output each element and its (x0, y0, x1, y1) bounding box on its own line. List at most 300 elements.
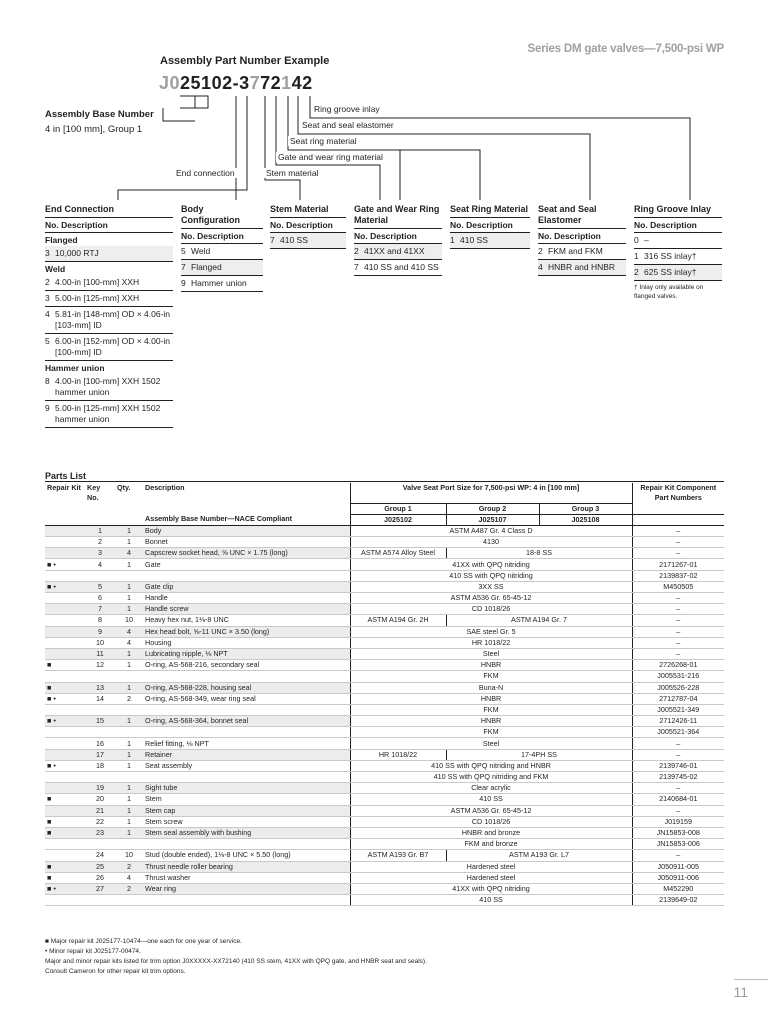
option-number: 4 (538, 262, 543, 272)
cell-qty: 2 (115, 861, 143, 872)
cell-g23: ASTM A193 Gr. L7 (446, 850, 632, 861)
option-row (181, 244, 263, 260)
cell-a: SAE steel Gr. 5 (350, 626, 632, 637)
parts-row (45, 682, 724, 693)
cell-key: 15 (85, 716, 115, 727)
cell-kit (45, 648, 85, 659)
col-group1: Group 1 (350, 503, 446, 514)
cell-qty: 1 (115, 783, 143, 794)
cell-pn: – (632, 604, 724, 615)
option-row (270, 233, 346, 249)
cell-kit: ■ (45, 682, 85, 693)
cell-a: 41XX with QPQ nitriding (350, 883, 632, 894)
parts-row (45, 760, 724, 771)
option-number: 1 (634, 251, 639, 261)
parts-row (45, 615, 724, 626)
cell-kit: ■ (45, 816, 85, 827)
option-description: Hammer union (191, 278, 247, 288)
table-subheader: No. Description (538, 229, 626, 244)
option-description: 5.00-in [125-mm] XXH (55, 293, 140, 303)
cell-pn: J050911-005 (632, 861, 724, 872)
cell-key: 27 (85, 883, 115, 894)
cell-kit (45, 783, 85, 794)
cell-a: HR 1018/22 (350, 637, 632, 648)
option-description: Weld (191, 246, 211, 256)
cell-key: 7 (85, 604, 115, 615)
cell-desc: Thrust washer (143, 872, 350, 883)
option-number: 2 (354, 246, 359, 256)
cell-pn: J005531-216 (632, 671, 724, 682)
cell-pn: – (632, 593, 724, 604)
option-number: 2 (634, 267, 639, 277)
part-number-segment: 4 (291, 73, 303, 93)
option-row (354, 244, 442, 260)
cell-a: HNBR (350, 660, 632, 671)
abn-group3: J025108 (539, 514, 632, 525)
option-row (181, 276, 263, 292)
cell-qty (115, 727, 143, 738)
cell-qty: 1 (115, 805, 143, 816)
abn-group2: J025107 (446, 514, 539, 525)
cell-desc: Sight tube (143, 783, 350, 794)
cell-key: 26 (85, 872, 115, 883)
cell-g1: ASTM A194 Gr. 2H (350, 615, 446, 626)
callout-gate-wear: Gate and wear ring material (278, 152, 383, 162)
cell-desc: O-ring, AS-568-349, wear ring seal (143, 693, 350, 704)
cell-qty: 1 (115, 738, 143, 749)
callout-seat-ring: Seat ring material (290, 136, 357, 146)
option-number: 1 (450, 235, 455, 245)
parts-row (45, 537, 724, 548)
cell-key: 1 (85, 525, 115, 536)
callout-end-connection: End connection (176, 168, 235, 178)
cell-pn: 2726268-01 (632, 660, 724, 671)
cell-a: HNBR (350, 716, 632, 727)
cell-qty: 4 (115, 872, 143, 883)
cell-desc: Stem cap (143, 805, 350, 816)
option-description: – (644, 235, 649, 245)
cell-qty: 4 (115, 637, 143, 648)
cell-desc: Retainer (143, 749, 350, 760)
part-number-segment: 25102-3 (180, 73, 250, 93)
callout-ring-groove: Ring groove inlay (314, 104, 380, 114)
parts-row (45, 850, 724, 861)
cell-key: 14 (85, 693, 115, 704)
cell-a: Hardened steel (350, 861, 632, 872)
cell-pn: – (632, 749, 724, 760)
option-description: 410 SS and 410 SS (364, 262, 439, 272)
cell-a: HNBR (350, 693, 632, 704)
table-title: Seat and Seal Elastomer (538, 203, 626, 229)
cell-qty: 1 (115, 660, 143, 671)
cell-kit (45, 537, 85, 548)
cell-kit (45, 772, 85, 783)
cell-kit (45, 850, 85, 861)
option-number: 8 (45, 376, 50, 386)
cell-qty: 1 (115, 604, 143, 615)
table-subheader: No. Description (45, 218, 173, 233)
cell-key: 24 (85, 850, 115, 861)
abn-group1: J025102 (350, 514, 446, 525)
cell-kit: ■ (45, 861, 85, 872)
cell-a: CD 1018/26 (350, 816, 632, 827)
parts-row (45, 816, 724, 827)
cell-qty: 1 (115, 816, 143, 827)
part-number-segment: 1 (281, 73, 292, 93)
table-subheader: No. Description (354, 229, 442, 244)
seat-ring-table (450, 203, 530, 249)
cell-qty: 1 (115, 593, 143, 604)
cell-qty: 1 (115, 559, 143, 570)
cell-qty (115, 772, 143, 783)
option-description: 316 SS inlay† (644, 251, 697, 261)
option-description: 410 SS (280, 235, 308, 245)
option-number: 0 (634, 235, 639, 245)
parts-row (45, 525, 724, 536)
group-heading: Weld (45, 264, 66, 274)
seat-seal-table (538, 203, 626, 276)
option-description: 410 SS (460, 235, 488, 245)
option-row (45, 374, 173, 401)
option-description: 5.81-in [148-mm] OD × 4.06-in [103-mm] ID (55, 309, 171, 330)
cell-key: 22 (85, 816, 115, 827)
body-config-table (181, 203, 263, 292)
cell-desc: Thrust needle roller bearing (143, 861, 350, 872)
cell-key: 8 (85, 615, 115, 626)
option-number: 7 (181, 262, 186, 272)
cell-a: Steel (350, 738, 632, 749)
cell-key: 17 (85, 749, 115, 760)
cell-a: 410 SS (350, 895, 632, 906)
inlay-footnote: † Inlay only available on flanged valves. (634, 284, 704, 300)
option-number: 9 (45, 403, 50, 413)
cell-pn: 2139649-02 (632, 895, 724, 906)
option-row (45, 307, 173, 334)
option-description: 4.00-in [100-mm] XXH 1502 hammer union (55, 376, 161, 397)
cell-kit: ■ (45, 794, 85, 805)
cell-desc: Heavy hex nut, 1⅛-8 UNC (143, 615, 350, 626)
cell-desc: Relief fitting, ⅛ NPT (143, 738, 350, 749)
end-connection-table (45, 203, 173, 428)
cell-desc: Stem (143, 794, 350, 805)
example-title: Assembly Part Number Example (160, 55, 330, 67)
parts-row (45, 839, 724, 850)
cell-key: 5 (85, 581, 115, 592)
cell-kit (45, 727, 85, 738)
option-description: 5.00-in [125-mm] XXH 1502 hammer union (55, 403, 161, 424)
col-description: Description (145, 483, 185, 492)
cell-a: Buna-N (350, 682, 632, 693)
cell-kit (45, 839, 85, 850)
cell-desc: Lubricating nipple, ⅛ NPT (143, 648, 350, 659)
cell-qty (115, 895, 143, 906)
cell-desc: Handle (143, 593, 350, 604)
parts-row (45, 872, 724, 883)
part-number-segment: 7 (249, 73, 261, 93)
cell-pn: – (632, 525, 724, 536)
cell-pn: 2140684-01 (632, 794, 724, 805)
cell-desc (143, 895, 350, 906)
option-row (634, 249, 722, 265)
parts-row (45, 693, 724, 704)
cell-pn: JN15853-006 (632, 839, 724, 850)
cell-kit: ■ (45, 872, 85, 883)
cell-desc: Capscrew socket head, ⅝ UNC × 1.75 (long) (143, 548, 350, 559)
parts-row (45, 581, 724, 592)
cell-qty: 1 (115, 648, 143, 659)
cell-a: FKM (350, 704, 632, 715)
option-number: 5 (45, 336, 50, 346)
part-number-segment: 2 (270, 73, 282, 93)
gate-wear-table (354, 203, 442, 276)
cell-desc (143, 671, 350, 682)
cell-key: 18 (85, 760, 115, 771)
cell-desc: Bonnet (143, 537, 350, 548)
col-group2: Group 2 (446, 503, 539, 514)
cell-pn: – (632, 648, 724, 659)
parts-row (45, 794, 724, 805)
cell-key: 9 (85, 626, 115, 637)
cell-desc (143, 570, 350, 581)
cell-qty (115, 704, 143, 715)
parts-row (45, 727, 724, 738)
table-subheader: No. Description (450, 218, 530, 233)
cell-qty: 1 (115, 827, 143, 838)
footnote-line: Consult Cameron for other repair kit trim options. (45, 968, 186, 975)
cell-qty: 4 (115, 548, 143, 559)
cell-key: 20 (85, 794, 115, 805)
parts-row (45, 883, 724, 894)
cell-qty: 10 (115, 615, 143, 626)
cell-kit: ■ • (45, 760, 85, 771)
cell-key: 10 (85, 637, 115, 648)
callout-stem: Stem material (266, 168, 319, 178)
cell-a: Steel (350, 648, 632, 659)
cell-a: 410 SS with QPQ nitriding (350, 570, 632, 581)
cell-kit (45, 604, 85, 615)
col-qty: Qty. (117, 483, 131, 492)
callout-seat-seal: Seat and seal elastomer (302, 120, 394, 130)
cell-desc: Stem screw (143, 816, 350, 827)
cell-a: FKM (350, 671, 632, 682)
cell-pn: 2712426-11 (632, 716, 724, 727)
option-row (45, 275, 173, 291)
cell-g23: 17-4PH SS (446, 749, 632, 760)
cell-pn: JN15853-008 (632, 827, 724, 838)
footnote-line: Major and minor repair kits listed for trim option J0XXXXX-XX72140 (410 SS stem, 41XX with QPQ gate, and HNBR seat and seals). (45, 958, 427, 965)
cell-a: Clear acrylic (350, 783, 632, 794)
table-title: Seat Ring Material (450, 203, 530, 218)
abn-label: Assembly Base Number—NACE Compliant (143, 514, 350, 525)
cell-pn: J005521-349 (632, 704, 724, 715)
cell-desc: O-ring, AS-568-228, housing seal (143, 682, 350, 693)
col-kit-parts: Repair Kit Component Part Numbers (632, 483, 724, 514)
cell-a: FKM and bronze (350, 839, 632, 850)
cell-key: 13 (85, 682, 115, 693)
cell-kit (45, 805, 85, 816)
cell-g23: 18-8 SS (446, 548, 632, 559)
cell-desc: Handle screw (143, 604, 350, 615)
cell-pn: M450505 (632, 581, 724, 592)
cell-kit (45, 749, 85, 760)
parts-row (45, 738, 724, 749)
cell-qty: 1 (115, 525, 143, 536)
cell-key: 6 (85, 593, 115, 604)
cell-desc: Body (143, 525, 350, 536)
cell-qty: 2 (115, 883, 143, 894)
cell-pn: M452290 (632, 883, 724, 894)
cell-desc: Gate (143, 559, 350, 570)
cell-qty (115, 839, 143, 850)
parts-row (45, 895, 724, 906)
cell-desc (143, 839, 350, 850)
cell-qty: 10 (115, 850, 143, 861)
option-row (45, 401, 173, 428)
parts-row (45, 827, 724, 838)
option-description: 6.00-in [152-mm] OD × 4.00-in [100-mm] ID (55, 336, 171, 357)
cell-kit (45, 525, 85, 536)
parts-row (45, 570, 724, 581)
cell-pn: 2171267-01 (632, 559, 724, 570)
cell-key: 19 (85, 783, 115, 794)
cell-a: ASTM A536 Gr. 65-45-12 (350, 593, 632, 604)
cell-desc: O-ring, AS-568-216, secondary seal (143, 660, 350, 671)
cell-kit (45, 615, 85, 626)
cell-pn: J005521-364 (632, 727, 724, 738)
footnotes (45, 937, 427, 977)
option-row (634, 233, 722, 249)
parts-row (45, 671, 724, 682)
page-rule (734, 979, 768, 980)
parts-row (45, 548, 724, 559)
cell-g23: ASTM A194 Gr. 7 (446, 615, 632, 626)
cell-key: 21 (85, 805, 115, 816)
cell-a: ASTM A536 Gr. 65-45-12 (350, 805, 632, 816)
cell-pn: 2139746-01 (632, 760, 724, 771)
option-description: Flanged (191, 262, 222, 272)
cell-a: 4130 (350, 537, 632, 548)
cell-a: ASTM A487 Gr. 4 Class D (350, 525, 632, 536)
cell-qty: 1 (115, 749, 143, 760)
option-description: 625 SS inlay† (644, 267, 697, 277)
cell-key: 16 (85, 738, 115, 749)
parts-row (45, 604, 724, 615)
option-row (354, 260, 442, 276)
option-number: 4 (45, 309, 50, 319)
parts-row (45, 648, 724, 659)
cell-qty (115, 570, 143, 581)
cell-key (85, 772, 115, 783)
cell-kit: ■ • (45, 716, 85, 727)
page-header: Series DM gate valves—7,500-psi WP (527, 43, 724, 55)
cell-key: 11 (85, 648, 115, 659)
option-row (45, 291, 173, 307)
table-subheader: No. Description (634, 218, 722, 233)
parts-row (45, 637, 724, 648)
parts-row (45, 626, 724, 637)
cell-pn: – (632, 626, 724, 637)
option-description: FKM and FKM (548, 246, 603, 256)
parts-row (45, 593, 724, 604)
cell-pn: J019159 (632, 816, 724, 827)
cell-key: 2 (85, 537, 115, 548)
cell-a: 41XX with QPQ nitriding (350, 559, 632, 570)
cell-desc (143, 772, 350, 783)
option-description: 10,000 RTJ (55, 248, 99, 258)
cell-key (85, 727, 115, 738)
cell-desc: O-ring, AS-568-364, bonnet seal (143, 716, 350, 727)
table-title: Stem Material (270, 203, 346, 218)
table-title: Ring Groove Inlay (634, 203, 722, 218)
option-number: 2 (538, 246, 543, 256)
cell-pn: 2139837-02 (632, 570, 724, 581)
parts-row (45, 660, 724, 671)
cell-kit (45, 637, 85, 648)
cell-pn: – (632, 537, 724, 548)
cell-qty: 1 (115, 537, 143, 548)
footnote-line: • Minor repair kit J025177-00474. (45, 948, 141, 955)
option-description: 41XX and 41XX (364, 246, 425, 256)
parts-row (45, 805, 724, 816)
cell-desc: Gate clip (143, 581, 350, 592)
cell-pn: 2139745-02 (632, 772, 724, 783)
part-number-segment: 7 (260, 73, 271, 93)
base-number-title: Assembly Base Number (45, 109, 154, 120)
cell-qty (115, 671, 143, 682)
cell-pn: – (632, 783, 724, 794)
parts-row (45, 704, 724, 715)
cell-key (85, 895, 115, 906)
option-row (450, 233, 530, 249)
col-valve-seat: Valve Seat Port Size for 7,500-psi WP: 4 in [100 mm] (350, 483, 632, 503)
parts-row (45, 749, 724, 760)
footnote-line: ■ Major repair kit J025177-10474—one each for one year of service. (45, 938, 242, 945)
cell-qty: 1 (115, 794, 143, 805)
parts-list-table (45, 483, 724, 906)
cell-qty: 1 (115, 581, 143, 592)
cell-a: HNBR and bronze (350, 827, 632, 838)
option-number: 2 (45, 277, 50, 287)
part-number-segment: 2 (302, 73, 313, 93)
option-number: 3 (45, 293, 50, 303)
base-number-subtitle: 4 in [100 mm], Group 1 (45, 124, 143, 135)
cell-key: 25 (85, 861, 115, 872)
parts-list-title: Parts List (45, 471, 87, 481)
cell-kit: ■ (45, 660, 85, 671)
cell-kit: ■ • (45, 883, 85, 894)
table-subheader: No. Description (181, 229, 263, 244)
cell-pn: J050911-006 (632, 872, 724, 883)
cell-desc: Seat assembly (143, 760, 350, 771)
option-row (538, 260, 626, 276)
cell-key (85, 839, 115, 850)
cell-kit (45, 895, 85, 906)
parts-row (45, 772, 724, 783)
cell-key (85, 671, 115, 682)
cell-pn: – (632, 637, 724, 648)
parts-row (45, 861, 724, 872)
cell-pn: – (632, 548, 724, 559)
option-row (45, 246, 173, 262)
cell-pn: – (632, 615, 724, 626)
option-row (634, 265, 722, 281)
cell-a: Hardened steel (350, 872, 632, 883)
table-title: Gate and Wear Ring Material (354, 203, 442, 229)
cell-kit: ■ • (45, 559, 85, 570)
cell-pn: – (632, 805, 724, 816)
option-number: 5 (181, 246, 186, 256)
cell-key (85, 704, 115, 715)
